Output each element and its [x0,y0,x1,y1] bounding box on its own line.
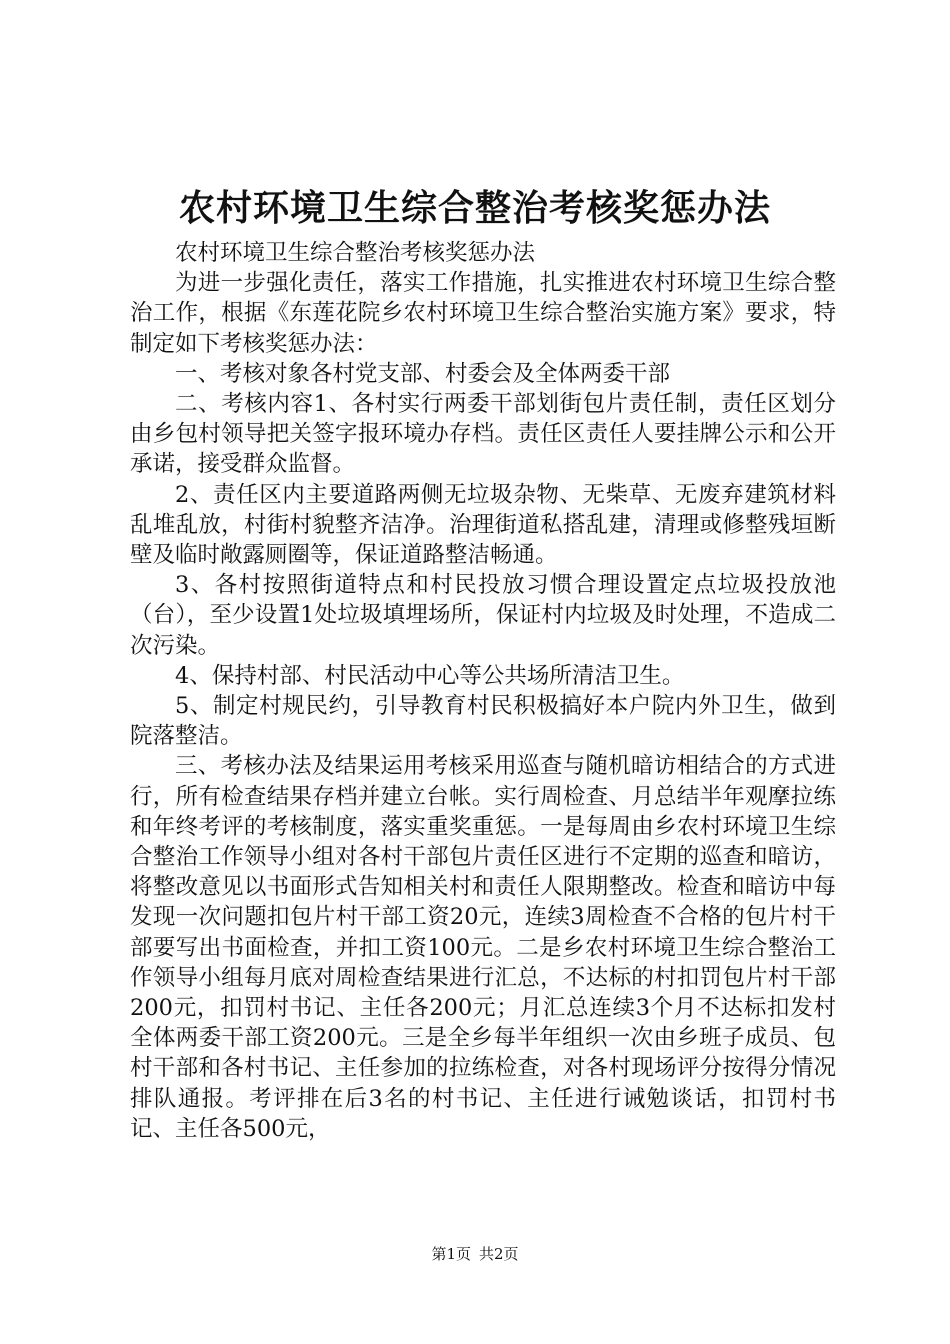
paragraph-item-4: 4、保持村部、村民活动中心等公共场所清洁卫生。 [175,662,685,689]
paragraph-section-1: 一、考核对象各村党支部、村委会及全体两委干部 [175,360,671,387]
document-body [130,238,836,1144]
paragraph-subtitle: 农村环境卫生综合整治考核奖惩办法 [175,240,536,266]
page-number: 第1页 [431,1245,471,1263]
paragraph-section-3: 三、考核办法及结果运用考核采用巡查与随机暗访相结合的方式进行，所有检查结果存档并建立台帐。实行周检查、月总结半年观摩拉练和年终考评的考核制度，落实重奖重惩。一是每周由乡农村环境卫生综合整治工作领导小组对各村干部包片责任区进行不定期的巡查和暗访，将整改意见以书面形式告知相关村和责任人限期整改。检查和暗访中每发现一次问题扣包片村干部工资20元，连续3周检查不合格的包片村干部要写出书面检查，并扣工资100元。二是乡农村环境卫生综合整治工作领导小组每月底对周检查结果进行汇总，不达标的村扣罚包片村干部200元，扣罚村书记、主任各200元；月汇总连续3个月不达标扣发村全体两委干部工资200元。三是全乡每半年组织一次由乡班子成员、包村干部和各村书记、主任参加的拉练检查，对各村现场评分按得分情况排队通报。考评排在后3名的村书记、主任进行诫勉谈话，扣罚村书记、主任各500元， [130,753,836,1142]
paragraph-item-2: 2、责任区内主要道路两侧无垃圾杂物、无柴草、无废弃建筑材料乱堆乱放，村街村貌整齐洁净。治理街道私搭乱建，清理或修整残垣断壁及临时敞露厕圈等，保证道路整洁畅通。 [130,481,836,569]
page-total: 共2页 [479,1245,519,1263]
page-footer [0,1244,950,1264]
document-title: 农村环境卫生综合整治考核奖惩办法 [178,188,771,229]
paragraph-section-2-item-1: 二、考核内容1、各村实行两委干部划街包片责任制，责任区划分由乡包村领导把关签字报环境办存档。责任区责任人要挂牌公示和公开承诺，接受群众监督。 [130,391,836,478]
paragraph-item-5: 5、制定村规民约，引导教育村民积极搞好本户院内外卫生，做到院落整洁。 [130,693,836,750]
paragraph-item-3: 3、各村按照街道特点和村民投放习惯合理设置定点垃圾投放池（台），至少设置1处垃圾填埋场所，保证村内垃圾及时处理，不造成二次污染。 [130,572,836,659]
paragraph-intro: 为进一步强化责任，落实工作措施，扎实推进农村环境卫生综合整治工作，根据《东莲花院乡农村环境卫生综合整治实施方案》要求，特制定如下考核奖惩办法： [130,270,836,357]
